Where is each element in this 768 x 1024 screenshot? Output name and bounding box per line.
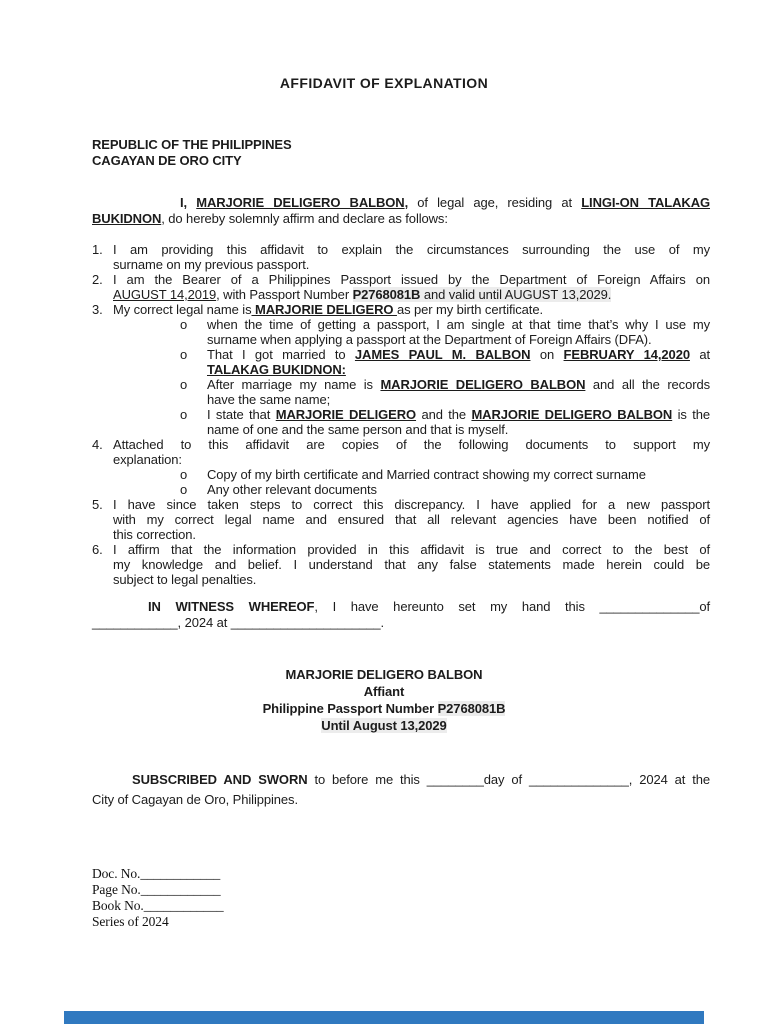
sub-bullet-line: have the same name;: [207, 392, 331, 407]
bullet-marker: o: [180, 482, 188, 497]
sub-bullet: [113, 482, 710, 497]
sub-bullet: [113, 317, 710, 347]
list-number: 3.: [92, 302, 103, 317]
list-number: 4.: [92, 437, 103, 452]
notary-block: [92, 866, 710, 930]
sub-bullet: [113, 407, 710, 437]
series-line: Series of 2024: [92, 914, 169, 929]
sub-bullet-line: name of one and the same person and that is myself.: [207, 422, 509, 437]
bullet-marker: o: [180, 317, 188, 332]
republic-line: REPUBLIC OF THE PHILIPPINES: [92, 137, 292, 152]
witness-paragraph: [92, 599, 710, 630]
list-item-line: my knowledge and belief. I understand that any false statements made herein could be: [113, 557, 710, 572]
affiant-passport-line: Philippine Passport Number P2768081B: [262, 701, 506, 716]
list-item-line: this correction.: [113, 527, 196, 542]
sub-bullet-line: That I got married to JAMES PAUL M. BALBON on FEBRUARY 14,2020 at: [207, 347, 710, 362]
bullet-marker: o: [180, 467, 188, 482]
affiant-name: MARJORIE DELIGERO BALBON: [285, 667, 483, 682]
sub-bullet: [113, 347, 710, 377]
sub-bullet-line: After marriage my name is MARJORIE DELIGERO BALBON and all the records: [207, 377, 710, 392]
book-no-line: Book No.____________: [92, 898, 224, 913]
list-item-line: I have since taken steps to correct this discrepancy. I have applied for a new passport: [113, 497, 710, 512]
numbered-list: [92, 242, 710, 587]
list-item-line: I affirm that the information provided in this affidavit is true and correct to the best of: [113, 542, 710, 557]
bullet-marker: o: [180, 347, 188, 362]
list-item-line: with my correct legal name and ensured that all relevant agencies have been notified of: [113, 512, 710, 527]
affiant-validity-line: Until August 13,2029: [321, 718, 447, 733]
subscribed-line-1: SUBSCRIBED AND SWORN to before me this ________day of ______________, 2024 at the: [132, 772, 710, 787]
bullet-marker: o: [180, 407, 188, 422]
list-item-line: My correct legal name is MARJORIE DELIGERO as per my birth certificate.: [113, 302, 543, 317]
viewer-progress-bar: [64, 1011, 704, 1024]
list-number: 2.: [92, 272, 103, 287]
list-item-3: [92, 302, 710, 437]
intro-line-2: BUKIDNON, do hereby solemnly affirm and declare as follows:: [92, 210, 448, 226]
affiant-role: Affiant: [363, 684, 405, 699]
sub-bullet-line: TALAKAG BUKIDNON:: [207, 362, 346, 377]
list-item-2: [92, 272, 710, 302]
subscribed-paragraph: [92, 770, 710, 810]
sub-bullet: [113, 467, 710, 482]
sub-bullet-line: Any other relevant documents: [207, 482, 377, 497]
list-item-line: AUGUST 14,2019, with Passport Number P2768081B and valid until AUGUST 13,2029.: [113, 287, 612, 302]
page-no-line: Page No.____________: [92, 882, 221, 897]
list-item-line: explanation:: [113, 452, 182, 467]
subscribed-line-2: City of Cagayan de Oro, Philippines.: [92, 792, 298, 807]
address-block: [92, 137, 710, 169]
list-item-line: I am the Bearer of a Philippines Passport issued by the Department of Foreign Affairs on: [113, 272, 710, 287]
list-number: 1.: [92, 242, 103, 257]
sub-bullet: [113, 377, 710, 407]
list-item-1: [92, 242, 710, 272]
affiant-signature-block: [0, 666, 768, 734]
list-number: 5.: [92, 497, 103, 512]
list-item-6: [92, 542, 710, 587]
witness-line-2: ____________, 2024 at _____________________.: [92, 614, 385, 630]
doc-no-line: Doc. No.____________: [92, 866, 221, 881]
witness-line-1: IN WITNESS WHEREOF, I have hereunto set my hand this ______________of: [148, 599, 710, 614]
list-number: 6.: [92, 542, 103, 557]
list-item-line: subject to legal penalties.: [113, 572, 257, 587]
list-item-5: [92, 497, 710, 542]
sub-bullet-line: surname when applying a passport at the Department of Foreign Affairs (DFA).: [207, 332, 652, 347]
sub-bullet-line: when the time of getting a passport, I am single at that time that’s why I use my: [207, 317, 710, 332]
intro-line-1: I, MARJORIE DELIGERO BALBON, of legal age, residing at LINGI-ON TALAKAG: [180, 195, 710, 210]
city-line: CAGAYAN DE ORO CITY: [92, 153, 242, 168]
list-item-line: Attached to this affidavit are copies of the following documents to support my: [113, 437, 710, 452]
intro-paragraph: [92, 195, 710, 226]
list-item-line: surname on my previous passport.: [113, 257, 310, 272]
sub-bullet-line: Copy of my birth certificate and Married contract showing my correct surname: [207, 467, 646, 482]
bullet-marker: o: [180, 377, 188, 392]
document-title: AFFIDAVIT OF EXPLANATION: [279, 75, 489, 91]
sub-bullet-line: I state that MARJORIE DELIGERO and the MARJORIE DELIGERO BALBON is the: [207, 407, 710, 422]
list-item-line: I am providing this affidavit to explain the circumstances surrounding the use of my: [113, 242, 710, 257]
list-item-4: [92, 437, 710, 497]
